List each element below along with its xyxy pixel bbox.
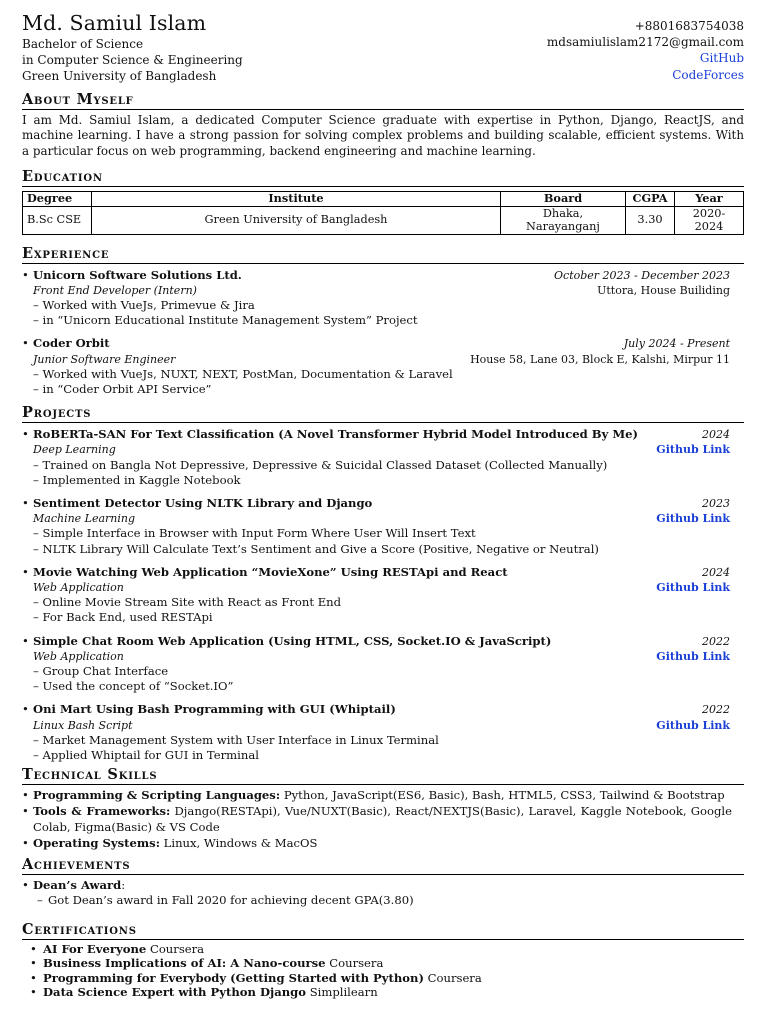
list-item: – Market Management System with User Interface in Linux Terminal — [33, 733, 730, 748]
university: Green University of Bangladesh — [22, 69, 217, 84]
project-year: 2023 — [702, 497, 730, 511]
list-item: – in “Unicorn Educational Institute Management System” Project — [33, 313, 730, 328]
project-category: Web Application — [33, 649, 124, 663]
skills-list — [22, 787, 744, 851]
about-section — [22, 91, 744, 160]
projects-section — [22, 404, 744, 763]
project-entry — [22, 634, 744, 695]
list-item: – Online Movie Stream Site with React as Front End — [33, 595, 730, 610]
section-title-achievements: Achievements — [22, 856, 744, 875]
achievement-points — [33, 893, 732, 908]
list-item: – Worked with VueJs, NUXT, NEXT, PostMan, Documentation & Laravel — [33, 367, 730, 382]
list-item: – Used the concept of “Socket.IO” — [33, 679, 730, 694]
column-header: CGPA — [626, 192, 675, 207]
degree-line-2: in Computer Science & Engineering — [22, 53, 243, 68]
project-category: Web Application — [33, 581, 124, 595]
job-location: Uttora, House Builiding — [597, 283, 730, 297]
bullet-icon: • — [22, 267, 29, 282]
skill-value: Linux, Windows & MacOS — [163, 836, 318, 851]
section-title-education: Education — [22, 168, 744, 187]
experience-section — [22, 245, 744, 398]
list-item: – in “Coder Orbit API Service” — [33, 382, 730, 397]
company-name: Unicorn Software Solutions Ltd. — [33, 267, 242, 282]
about-text: I am Md. Samiul Islam, a dedicated Computer Science graduate with expertise in Python, Django, ReactJS, and machine learning. I have a strong passion for solving complex problems and building scalable, efficient systems. With a particular focus on web programming, backend engineering and machine learning. — [22, 112, 744, 158]
project-points — [33, 595, 730, 625]
employment-dates: July 2024 - Present — [623, 337, 730, 351]
section-title-about: About Myself — [22, 91, 744, 110]
certification-provider: Coursera — [149, 941, 205, 956]
project-entry — [22, 702, 744, 763]
education-table-header — [23, 192, 744, 207]
certifications-list — [22, 942, 744, 1000]
project-github-link[interactable]: Github Link — [656, 718, 730, 732]
list-item: – Worked with VueJs, Primevue & Jira — [33, 298, 730, 313]
table-cell: Green University of Bangladesh — [92, 206, 501, 234]
bullet-icon: • — [22, 496, 29, 511]
project-name: Movie Watching Web Application “MovieXone” Using RESTApi and React — [33, 564, 508, 579]
project-points — [33, 526, 730, 556]
project-points — [33, 733, 730, 763]
certification-provider: Coursera — [329, 956, 384, 971]
list-item: – Implemented in Kaggle Notebook — [33, 473, 730, 488]
skill-label: Tools & Frameworks: — [33, 804, 171, 819]
list-item — [30, 971, 744, 986]
achievements-section — [22, 856, 744, 908]
education-table — [22, 191, 744, 235]
section-title-experience: Experience — [22, 245, 744, 264]
experience-entry — [22, 336, 744, 397]
list-item — [22, 835, 744, 851]
table-cell: 2020-2024 — [675, 206, 744, 234]
list-item — [22, 877, 744, 908]
project-github-link[interactable]: Github Link — [656, 443, 730, 457]
project-name: Sentiment Detector Using NLTK Library and Django — [33, 496, 373, 511]
column-header: Board — [501, 192, 626, 207]
achievement-suffix: : — [121, 878, 126, 893]
list-item: – Trained on Bangla Not Depressive, Depressive & Suicidal Classed Dataset (Collected Manually) — [33, 458, 730, 473]
job-role: Front End Developer (Intern) — [33, 283, 197, 297]
codeforces-link[interactable]: CodeForces — [672, 67, 744, 82]
degree-line-1: Bachelor of Science — [22, 37, 144, 51]
skill-label: Programming & Scripting Languages: — [33, 788, 281, 803]
project-github-link[interactable]: Github Link — [656, 649, 730, 663]
project-points — [33, 458, 730, 488]
project-entry — [22, 496, 744, 557]
section-title-projects: Projects — [22, 404, 744, 423]
certifications-section — [22, 921, 744, 1000]
column-header: Year — [675, 192, 744, 207]
table-row — [23, 206, 744, 234]
certification-name: Programming for Everybody (Getting Started with Python) — [43, 970, 424, 985]
column-header: Degree — [23, 192, 92, 207]
email-address: mdsamiulislam2172@gmail.com — [546, 35, 744, 50]
skill-label: Operating Systems: — [33, 836, 160, 851]
experience-points — [33, 367, 730, 397]
skill-value: Python, JavaScript(ES6, Basic), Bash, HTML5, CSS3, Tailwind & Bootstrap — [283, 788, 725, 803]
job-location: House 58, Lane 03, Block E, Kalshi, Mirpur 11 — [470, 352, 730, 366]
bullet-icon: • — [22, 702, 29, 717]
bullet-icon: • — [22, 564, 29, 579]
project-year: 2024 — [702, 428, 730, 442]
list-item: – Got Dean’s award in Fall 2020 for achieving decent GPA(3.80) — [37, 893, 732, 908]
certification-provider: Simplilearn — [309, 985, 378, 1000]
list-item: – Simple Interface in Browser with Input Form Where User Will Insert Text — [33, 526, 730, 541]
list-item: – Group Chat Interface — [33, 664, 730, 679]
table-cell: Dhaka, Narayanganj — [501, 206, 626, 234]
bullet-icon: • — [22, 633, 29, 648]
project-name: RoBERTa-SAN For Text Classification (A Novel Transformer Hybrid Model Introduced By Me) — [33, 427, 639, 442]
project-github-link[interactable]: Github Link — [656, 512, 730, 526]
project-github-link[interactable]: Github Link — [656, 581, 730, 595]
list-item: – NLTK Library Will Calculate Text’s Sentiment and Give a Score (Positive, Negative or Neutral) — [33, 542, 730, 557]
experience-entry — [22, 268, 744, 329]
bullet-icon: • — [22, 336, 29, 351]
certification-name: Data Science Expert with Python Django — [43, 985, 306, 1000]
project-category: Deep Learning — [33, 443, 116, 457]
github-link[interactable]: GitHub — [699, 51, 744, 66]
skills-section — [22, 766, 744, 851]
achievement-label: Dean’s Award — [33, 878, 122, 893]
table-cell: B.Sc CSE — [23, 206, 92, 234]
project-year: 2024 — [702, 565, 730, 579]
section-title-skills: Technical Skills — [22, 766, 744, 785]
section-title-certifications: Certifications — [22, 921, 744, 940]
certification-name: AI For Everyone — [43, 941, 147, 956]
list-item — [30, 985, 744, 1000]
skill-value: Django(RESTApi), Vue/NUXT(Basic), React/NEXTJS(Basic), Laravel, Kaggle Notebook, Google Colab, Figma(Basic) & VS Code — [33, 804, 732, 835]
header-left — [22, 10, 243, 85]
project-entry — [22, 427, 744, 488]
job-role: Junior Software Engineer — [33, 352, 176, 366]
employment-dates: October 2023 - December 2023 — [554, 268, 730, 282]
project-points — [33, 664, 730, 694]
list-item — [22, 787, 744, 803]
resume-header — [22, 10, 744, 85]
list-item — [30, 956, 744, 971]
achievements-list — [22, 877, 744, 908]
list-item — [30, 942, 744, 957]
column-header: Institute — [92, 192, 501, 207]
project-category: Linux Bash Script — [33, 718, 133, 732]
list-item: – Applied Whiptail for GUI in Terminal — [33, 748, 730, 763]
phone-number: +8801683754038 — [634, 19, 744, 33]
header-contact — [547, 10, 744, 83]
project-entry — [22, 565, 744, 626]
candidate-name: Md. Samiul Islam — [22, 11, 207, 35]
project-year: 2022 — [702, 703, 730, 717]
certification-provider: Coursera — [427, 970, 482, 985]
table-cell: 3.30 — [626, 206, 675, 234]
project-year: 2022 — [702, 634, 730, 648]
experience-points — [33, 298, 730, 328]
certification-name: Business Implications of AI: A Nano-course — [43, 956, 326, 971]
list-item: – For Back End, used RESTApi — [33, 610, 730, 625]
bullet-icon: • — [22, 427, 29, 442]
education-section — [22, 168, 744, 235]
list-item — [22, 803, 744, 835]
company-name: Coder Orbit — [33, 336, 110, 351]
project-category: Machine Learning — [33, 512, 136, 526]
project-name: Oni Mart Using Bash Programming with GUI (Whiptail) — [33, 702, 396, 717]
project-name: Simple Chat Room Web Application (Using HTML, CSS, Socket.IO & JavaScript) — [33, 633, 552, 648]
